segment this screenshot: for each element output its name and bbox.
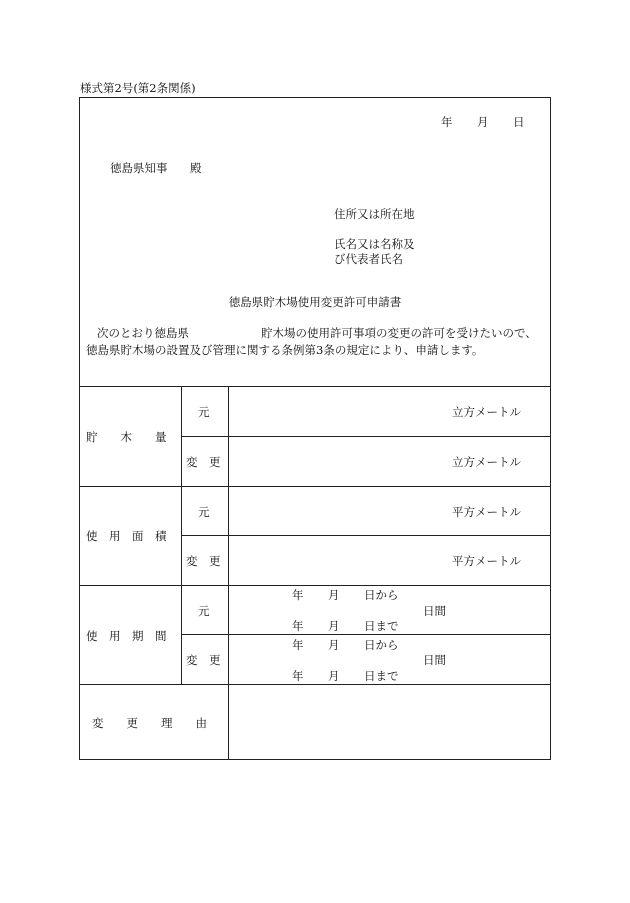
- volume-original-label: 元: [198, 405, 210, 419]
- body-line1-part2: 貯木場の使用許可事項の変更の許可を受けたいので、: [261, 326, 537, 340]
- address-label: 住所又は所在地: [334, 207, 415, 221]
- period-original-days: 日間: [423, 604, 446, 618]
- period-original-from-month: 月: [328, 588, 340, 602]
- addressee-honorific: 殿: [190, 161, 202, 175]
- volume-change-label: 変 更: [186, 455, 221, 469]
- area-original-label: 元: [198, 505, 210, 519]
- name-label-line2: び代表者氏名: [334, 252, 403, 266]
- col-split-1: [181, 386, 182, 684]
- date-month-label: 月: [477, 115, 489, 129]
- period-change-to-month: 月: [328, 669, 340, 683]
- body-line2: 徳島県貯木場の設置及び管理に関する条例第3条の規定により、申請します。: [86, 343, 484, 357]
- row-label-reason: 変 更 理 由: [92, 716, 207, 730]
- period-original-label: 元: [198, 604, 210, 618]
- name-label-line1: 氏名又は名称及: [334, 237, 415, 251]
- body-line1-part1: 次のとおり徳島県: [97, 326, 189, 340]
- period-change-to-day: 日まで: [364, 669, 399, 683]
- area-change-label: 変 更: [186, 554, 221, 568]
- period-original-from-year: 年: [292, 588, 304, 602]
- period-original-from-day: 日から: [364, 588, 399, 602]
- table-top-border: [80, 386, 550, 387]
- row1-split: [181, 436, 550, 437]
- period-change-from-month: 月: [328, 638, 340, 652]
- period-original-to-day: 日まで: [364, 619, 399, 633]
- period-change-label: 変 更: [186, 653, 221, 667]
- document-title: 徳島県貯木場使用変更許可申請書: [228, 295, 402, 309]
- period-original-to-month: 月: [328, 619, 340, 633]
- period-original-to-year: 年: [292, 619, 304, 633]
- row2-bottom: [80, 585, 550, 586]
- area-original-unit: 平方メートル: [452, 505, 521, 519]
- date-year-label: 年: [441, 115, 453, 129]
- row3-split: [181, 634, 550, 635]
- period-change-from-year: 年: [292, 638, 304, 652]
- volume-change-unit: 立方メートル: [452, 455, 521, 469]
- col-split-2: [228, 386, 229, 760]
- row1-bottom: [80, 486, 550, 487]
- reason-field[interactable]: [240, 698, 540, 753]
- addressee-name: 徳島県知事: [110, 161, 168, 175]
- period-change-days: 日間: [423, 653, 446, 667]
- period-change-to-year: 年: [292, 669, 304, 683]
- area-change-unit: 平方メートル: [452, 554, 521, 568]
- date-day-label: 日: [513, 115, 525, 129]
- form-number: 様式第2号(第2条関係): [80, 81, 196, 95]
- row3-bottom: [80, 684, 550, 685]
- row2-split: [181, 535, 550, 536]
- row-label-area: 使 用 面 積: [86, 529, 167, 543]
- row-label-period: 使 用 期 間: [86, 629, 167, 643]
- row-label-volume: 貯 木 量: [86, 430, 167, 444]
- application-form: [79, 97, 551, 760]
- period-change-from-day: 日から: [364, 638, 399, 652]
- volume-original-unit: 立方メートル: [452, 405, 521, 419]
